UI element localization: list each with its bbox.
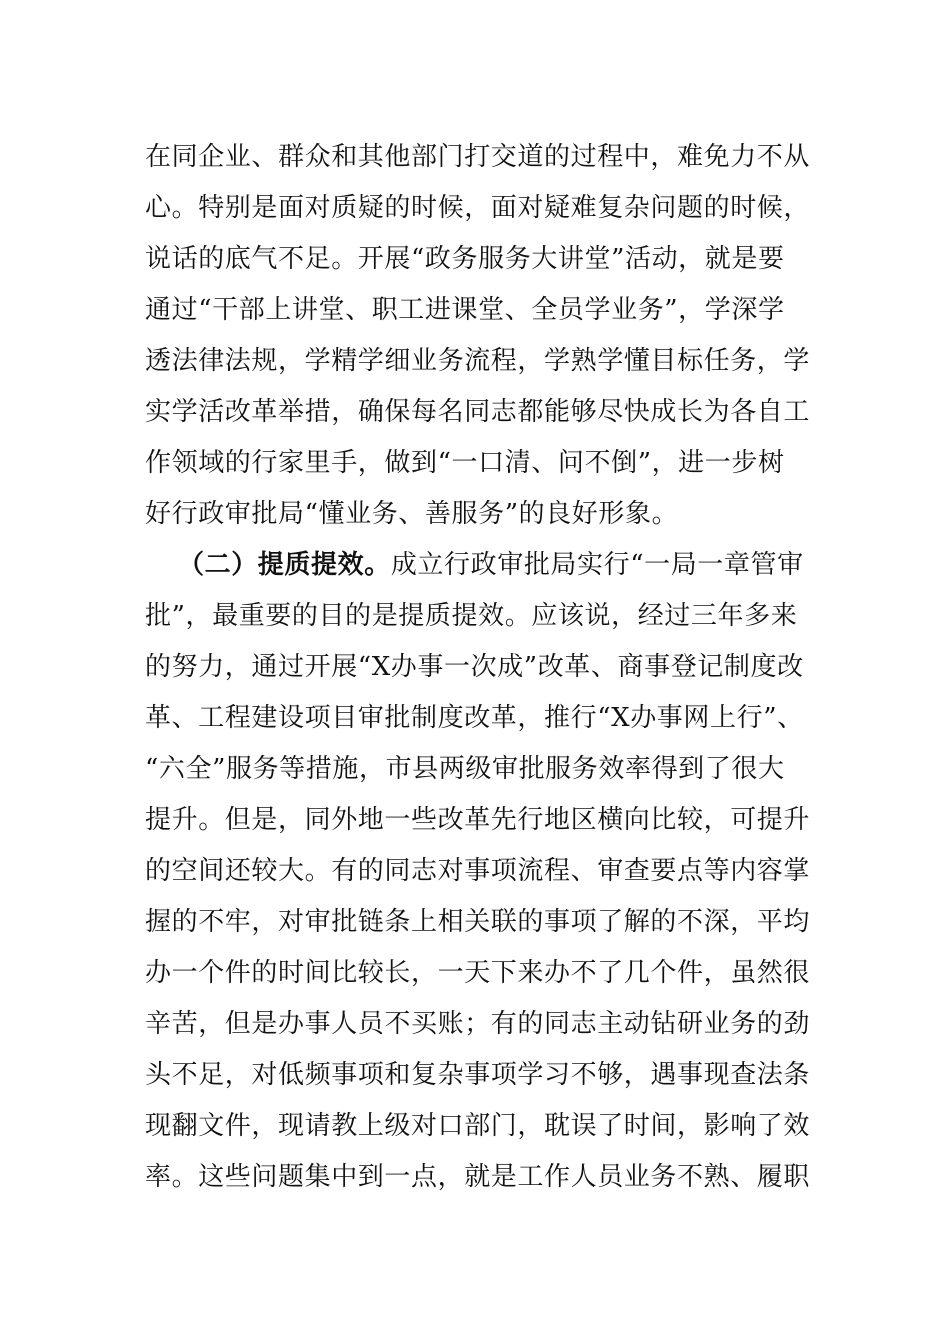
- section-text: 成立行政审批局实行“一局一章管审: [390, 550, 804, 580]
- section-first-line: [178, 545, 810, 585]
- paragraph-line: 办一个件的时间比较长，一天下来办不了几个件，虽然很: [145, 958, 811, 988]
- paragraph-line: 好行政审批局“懂业务、善服务”的良好形象。: [145, 499, 679, 529]
- paragraph-line: 通过“干部上讲堂、职工进课堂、全员学业务”，学深学: [145, 295, 785, 325]
- paragraph-line: 透法律法规，学精学细业务流程，学熟学懂目标任务，学: [145, 346, 811, 376]
- paragraph-line: 握的不牢，对审批链条上相关联的事项了解的不深，平均: [145, 907, 811, 937]
- paragraph-line: “六全”服务等措施，市县两级审批服务效率得到了很大: [145, 754, 785, 784]
- section-heading: （二）提质提效。: [178, 550, 391, 580]
- paragraph-line: 在同企业、群众和其他部门打交道的过程中，难免力不从: [145, 142, 811, 172]
- paragraph-line: 提升。但是，同外地一些改革先行地区横向比较，可提升: [145, 805, 811, 835]
- paragraph-line: 作领域的行家里手，做到“一口清、问不倒”，进一步树: [145, 448, 785, 478]
- paragraph-line: 革、工程建设项目审批制度改革，推行“X办事网上行”、: [145, 703, 804, 733]
- paragraph-line: 批”，最重要的目的是提质提效。应该说，经过三年多来: [145, 601, 798, 631]
- paragraph-line: 率。这些问题集中到一点，就是工作人员业务不熟、履职: [145, 1162, 811, 1192]
- paragraph-line: 说话的底气不足。开展“政务服务大讲堂”活动，就是要: [145, 244, 785, 274]
- paragraph-line: 的努力，通过开展“X办事一次成”改革、商事登记制度改: [145, 652, 804, 682]
- paragraph-line: 现翻文件，现请教上级对口部门，耽误了时间，影响了效: [145, 1111, 811, 1141]
- paragraph-line: 辛苦，但是办事人员不买账；有的同志主动钻研业务的劲: [145, 1009, 811, 1039]
- paragraph-line: 心。特别是面对质疑的时候，面对疑难复杂问题的时候，: [145, 193, 811, 223]
- paragraph-line: 实学活改革举措，确保每名同志都能够尽快成长为各自工: [145, 397, 811, 427]
- paragraph-line: 头不足，对低频事项和复杂事项学习不够，遇事现查法条: [145, 1060, 811, 1090]
- paragraph-line: 的空间还较大。有的同志对事项流程、审查要点等内容掌: [145, 856, 811, 886]
